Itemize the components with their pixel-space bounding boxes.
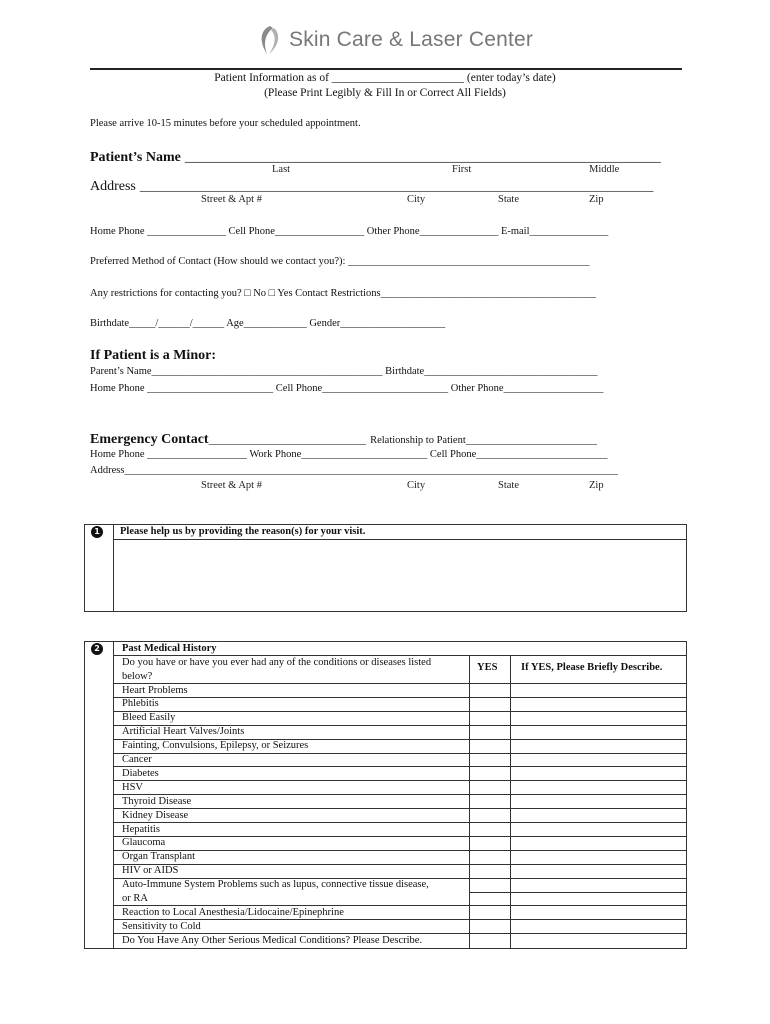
table-row-separator	[113, 808, 687, 809]
condition-label: Bleed Easily	[122, 712, 176, 724]
section-2-badge: 2	[91, 643, 103, 655]
condition-label: Do You Have Any Other Serious Medical Conditions? Please Describe.	[122, 934, 423, 946]
condition-label: HSV	[122, 781, 144, 793]
table-row-separator	[113, 794, 687, 795]
yes-cell[interactable]	[471, 754, 509, 766]
yes-cell[interactable]	[471, 865, 509, 877]
patient-name-label: Patient’s Name	[90, 150, 181, 165]
condition-label: Diabetes	[122, 767, 159, 779]
sub-first: First	[452, 164, 472, 175]
sub-state: State	[498, 194, 519, 205]
contact-restrictions-row[interactable]: Any restrictions for contacting you? □ No □ Yes Contact Restrictions_________________________________________	[90, 288, 596, 299]
header-line-1: Patient Information as of _______________________ (enter today’s date)	[214, 72, 556, 84]
yes-cell[interactable]	[471, 726, 509, 738]
section-1-badge: 1	[91, 526, 103, 538]
yes-cell[interactable]	[471, 767, 509, 779]
mh-question-line-2: below?	[122, 671, 153, 682]
emergency-relationship-field[interactable]: Relationship to Patient_________________________	[370, 435, 597, 446]
table-row-separator	[113, 711, 687, 712]
patient-address-row	[90, 177, 653, 195]
yes-cell[interactable]	[471, 712, 509, 724]
address-field[interactable]: _______________________________________________________________________________	[139, 178, 654, 193]
sub-city: City	[407, 194, 426, 205]
yes-cell[interactable]	[471, 809, 509, 821]
yes-cell[interactable]	[471, 837, 509, 849]
condition-label: Hepatitis	[122, 823, 160, 835]
condition-label: Glaucoma	[122, 837, 166, 849]
table-row-separator	[113, 850, 687, 851]
condition-label: Sensitivity to Cold	[122, 920, 201, 932]
arrive-note: Please arrive 10-15 minutes before your scheduled appointment.	[90, 118, 361, 129]
condition-label: Cancer	[122, 754, 152, 765]
condition-label: Reaction to Local Anesthesia/Lidocaine/Epinephrine	[122, 906, 344, 918]
reason-title: Please help us by providing the reason(s) for your visit.	[120, 526, 366, 537]
sub-street: Street & Apt #	[201, 194, 262, 205]
condition-label: Kidney Disease	[122, 809, 189, 821]
reason-input[interactable]	[115, 541, 685, 610]
table-row-separator	[113, 683, 687, 684]
yes-cell[interactable]	[471, 906, 509, 918]
mh-question-line-1: Do you have or have you ever had any of the conditions or diseases listed	[122, 657, 432, 668]
logo	[255, 24, 533, 56]
emergency-address-row[interactable]: Address______________________________________________________________________________________________	[90, 465, 618, 476]
table-row-separator	[113, 864, 687, 865]
yes-cell[interactable]	[471, 684, 509, 696]
condition-label: Artificial Heart Valves/Joints	[122, 726, 245, 738]
yes-cell[interactable]	[471, 879, 509, 891]
swirl-logo-icon	[255, 24, 285, 56]
table-row-separator	[113, 753, 687, 754]
emergency-row	[90, 430, 597, 448]
table-row-separator	[469, 892, 687, 893]
emergency-name-field[interactable]: ______________________________	[208, 435, 367, 446]
em-sub-street: Street & Apt #	[201, 480, 262, 491]
patient-name-field[interactable]: ____________________________________________________________________	[184, 150, 661, 165]
table-row-separator	[113, 697, 687, 698]
yes-cell[interactable]	[471, 781, 509, 793]
em-sub-zip: Zip	[589, 480, 604, 491]
yes-cell[interactable]	[471, 795, 509, 807]
patient-name-row	[90, 148, 661, 166]
table-row-separator	[113, 766, 687, 767]
yes-cell[interactable]	[471, 920, 509, 932]
yes-cell[interactable]	[471, 934, 509, 946]
condition-label: Organ Transplant	[122, 851, 196, 863]
yes-cell[interactable]	[471, 740, 509, 752]
col-yes-header: YES	[477, 662, 498, 673]
table-row-separator	[113, 822, 687, 823]
col-describe-header: If YES, Please Briefly Describe.	[521, 662, 663, 673]
address-label: Address	[90, 179, 136, 194]
condition-label: Phlebitis	[122, 698, 159, 710]
header-line-2: (Please Print Legibly & Fill In or Correct All Fields)	[264, 87, 506, 99]
yes-cell[interactable]	[471, 698, 509, 710]
emergency-title: Emergency Contact	[90, 432, 209, 447]
preferred-contact-row[interactable]: Preferred Method of Contact (How should we contact you?): ______________________________________________	[90, 256, 590, 267]
table-row-separator	[113, 836, 687, 837]
reason-box-divider	[113, 524, 114, 612]
condition-label: HIV or AIDS	[122, 865, 179, 877]
minor-parent-row[interactable]: Parent’s Name____________________________________________ Birthdate_________________________________	[90, 366, 598, 377]
condition-label: Heart Problems	[122, 684, 188, 696]
logo-text: Skin Care & Laser Center	[289, 28, 534, 51]
sub-last: Last	[272, 164, 291, 175]
condition-label: Fainting, Convulsions, Epilepsy, or Seizures	[122, 740, 309, 752]
patient-phones-row[interactable]: Home Phone _______________ Cell Phone_________________ Other Phone_______________ E-mail_______________	[90, 226, 609, 237]
condition-label: Thyroid Disease	[122, 795, 192, 807]
condition-label: Auto-Immune System Problems such as lupus, connective tissue disease,	[122, 879, 429, 891]
table-row-separator	[113, 780, 687, 781]
yes-cell[interactable]	[471, 851, 509, 863]
header-rule	[90, 68, 682, 70]
em-sub-city: City	[407, 480, 426, 491]
sub-middle: Middle	[589, 164, 620, 175]
minor-phones-row[interactable]: Home Phone ________________________ Cell Phone________________________ Other Phone___________________	[90, 383, 604, 394]
condition-label: or RA	[122, 893, 148, 904]
minor-title: If Patient is a Minor:	[90, 348, 216, 363]
sub-zip: Zip	[589, 194, 604, 205]
birthdate-row[interactable]: Birthdate_____/______/______ Age____________ Gender____________________	[90, 318, 446, 329]
medical-history-title: Past Medical History	[122, 643, 217, 654]
em-sub-state: State	[498, 480, 519, 491]
reason-box-header-rule	[113, 539, 687, 540]
emergency-phones-row[interactable]: Home Phone ___________________ Work Phone________________________ Cell Phone_________________________	[90, 449, 608, 460]
yes-cell[interactable]	[471, 823, 509, 835]
